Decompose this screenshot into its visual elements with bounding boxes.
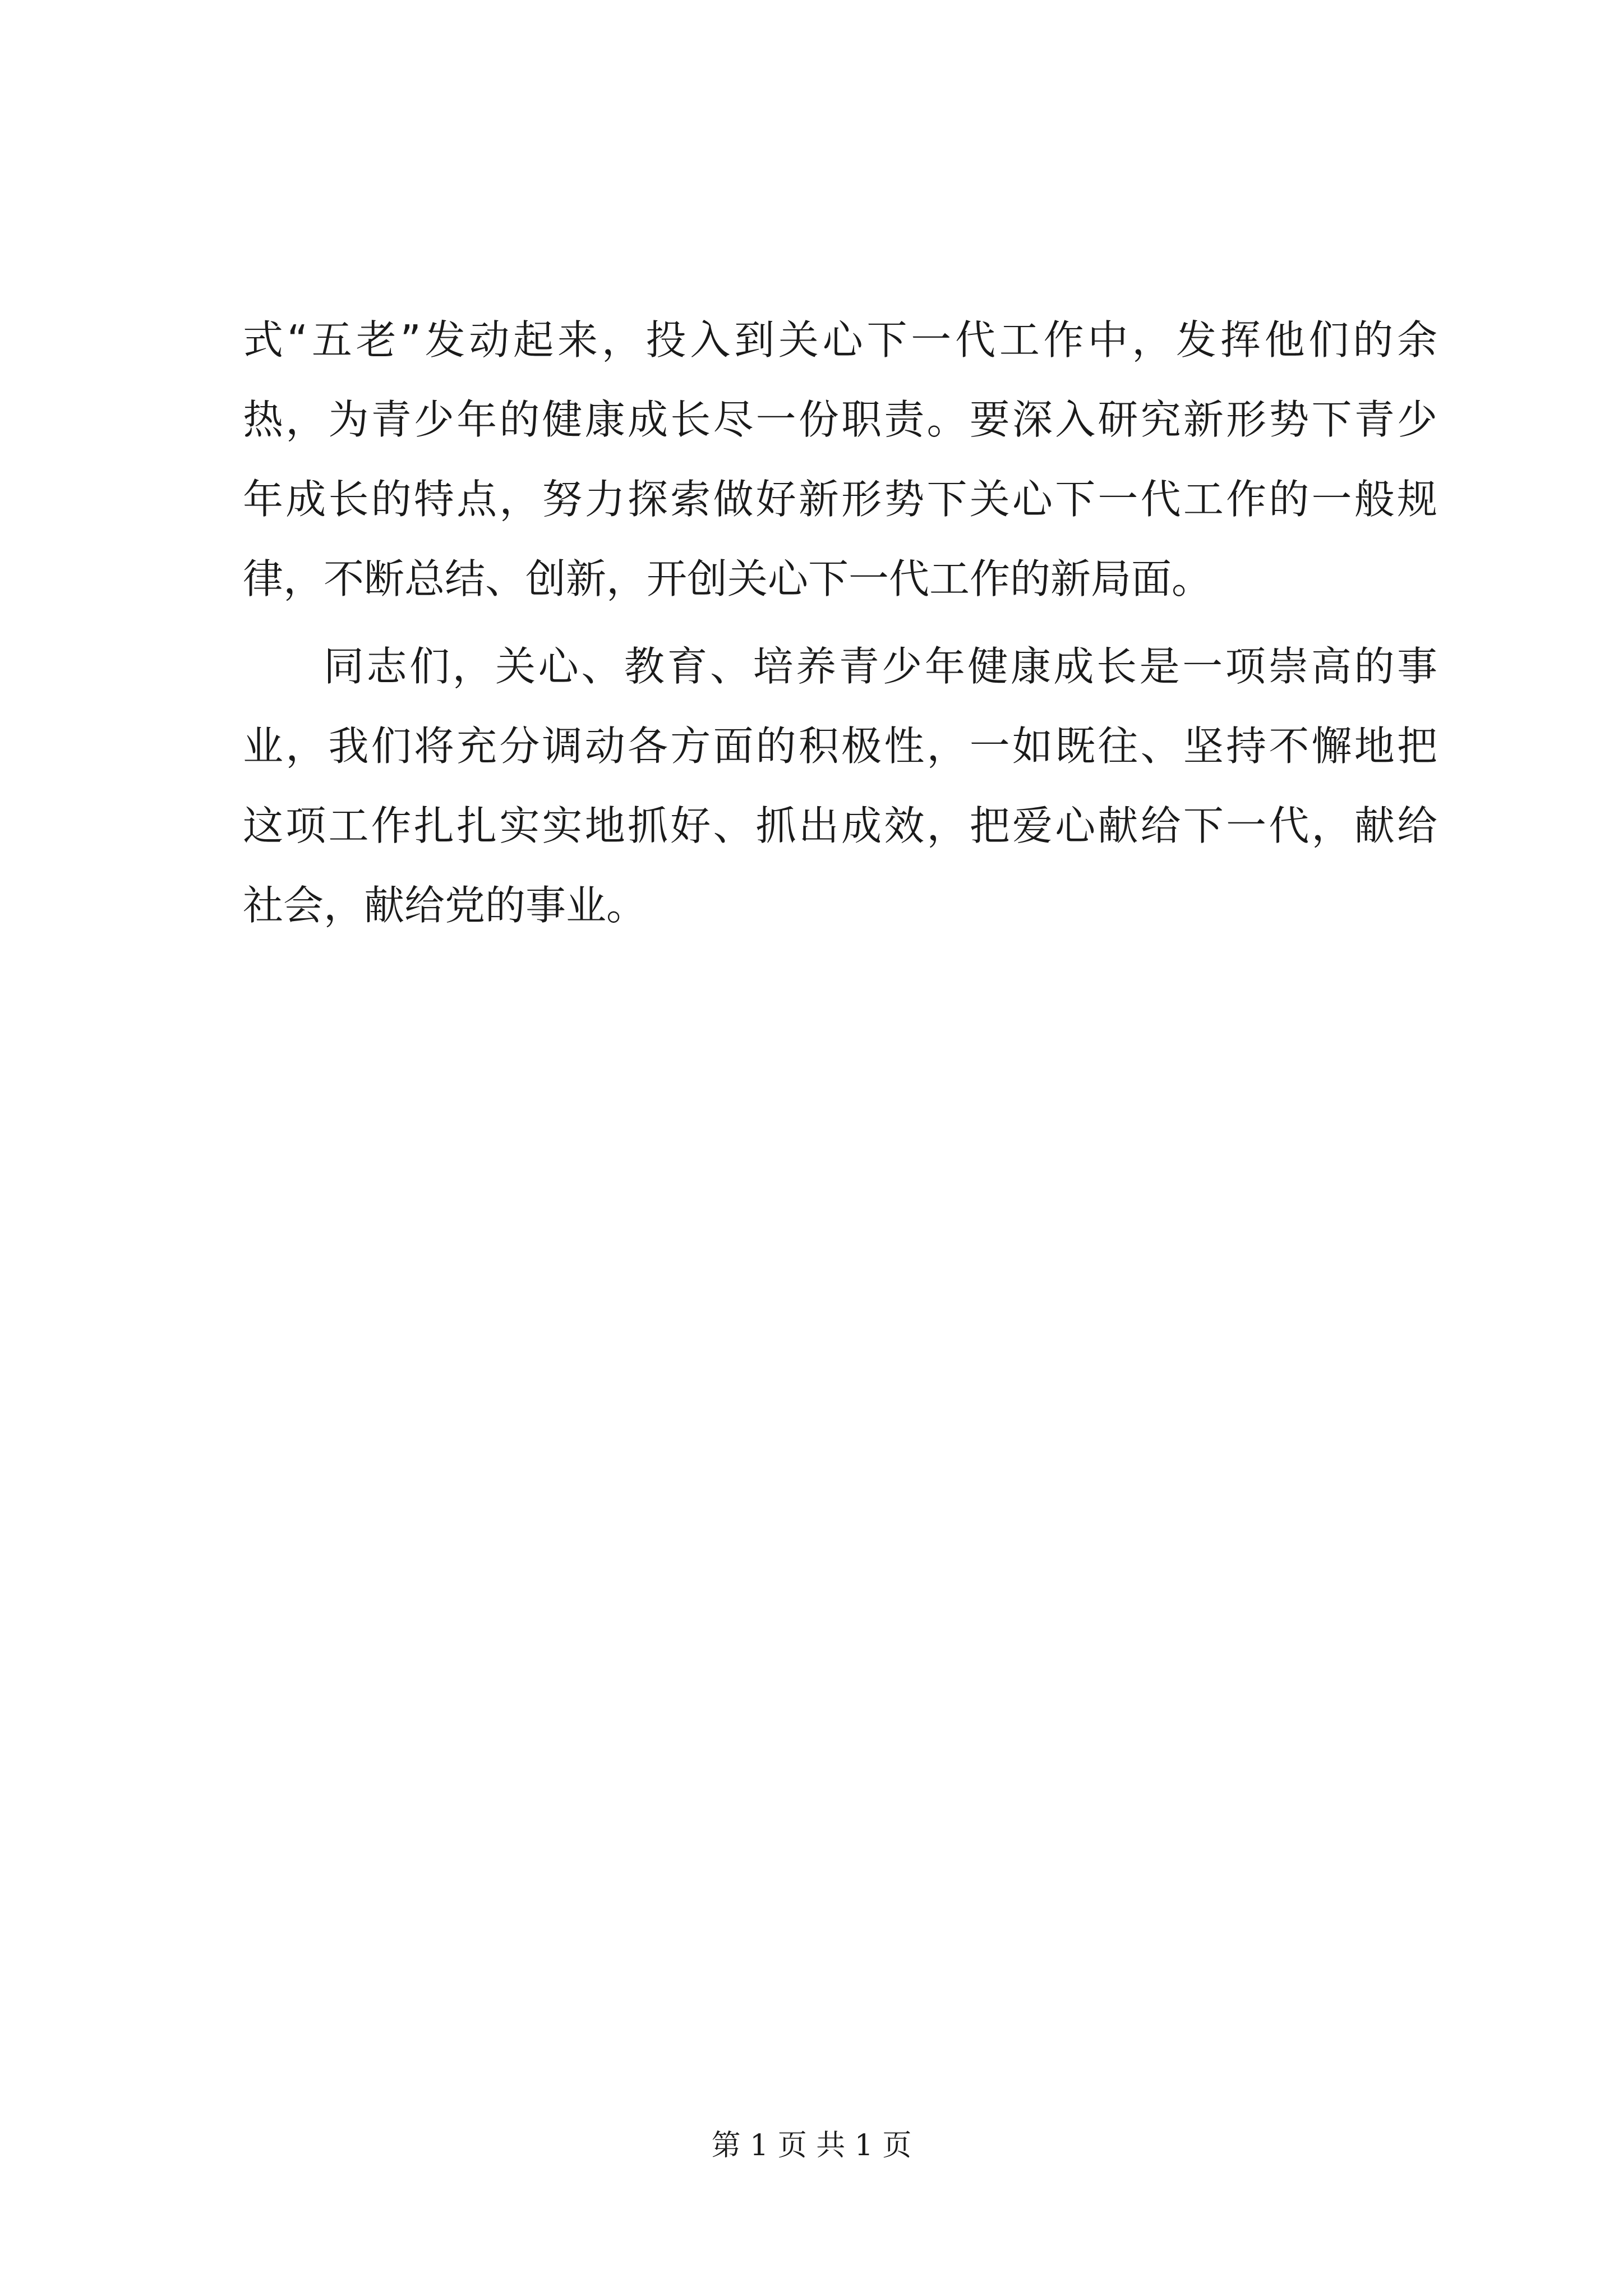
- paragraph-line: 社会，献给党的事业。: [243, 882, 647, 929]
- paragraph-1: [243, 300, 1437, 619]
- page-footer: [0, 2126, 1623, 2165]
- paragraph-line: 这项工作扎扎实实地抓好、抓出成效，把爱心献给下一代，献给: [243, 802, 1437, 849]
- paragraph-2: [243, 627, 1437, 945]
- paragraph-line: 同志们，关心、教育、培养青少年健康成长是一项崇高的事: [324, 643, 1437, 690]
- document-body: [243, 300, 1437, 945]
- paragraph-line: 律，不断总结、创新，开创关心下一代工作的新局面。: [243, 555, 1212, 602]
- paragraph-line: 年成长的特点，努力探索做好新形势下关心下一代工作的一般规: [243, 476, 1437, 523]
- page-number-label: 第 1 页 共 1 页: [711, 2129, 912, 2162]
- paragraph-line: 热，为青少年的健康成长尽一份职责。要深入研究新形势下青少: [243, 396, 1437, 443]
- paragraph-line: 式“五老”发动起来，投入到关心下一代工作中，发挥他们的余: [243, 316, 1437, 364]
- paragraph-line: 业，我们将充分调动各方面的积极性，一如既往、坚持不懈地把: [243, 723, 1437, 770]
